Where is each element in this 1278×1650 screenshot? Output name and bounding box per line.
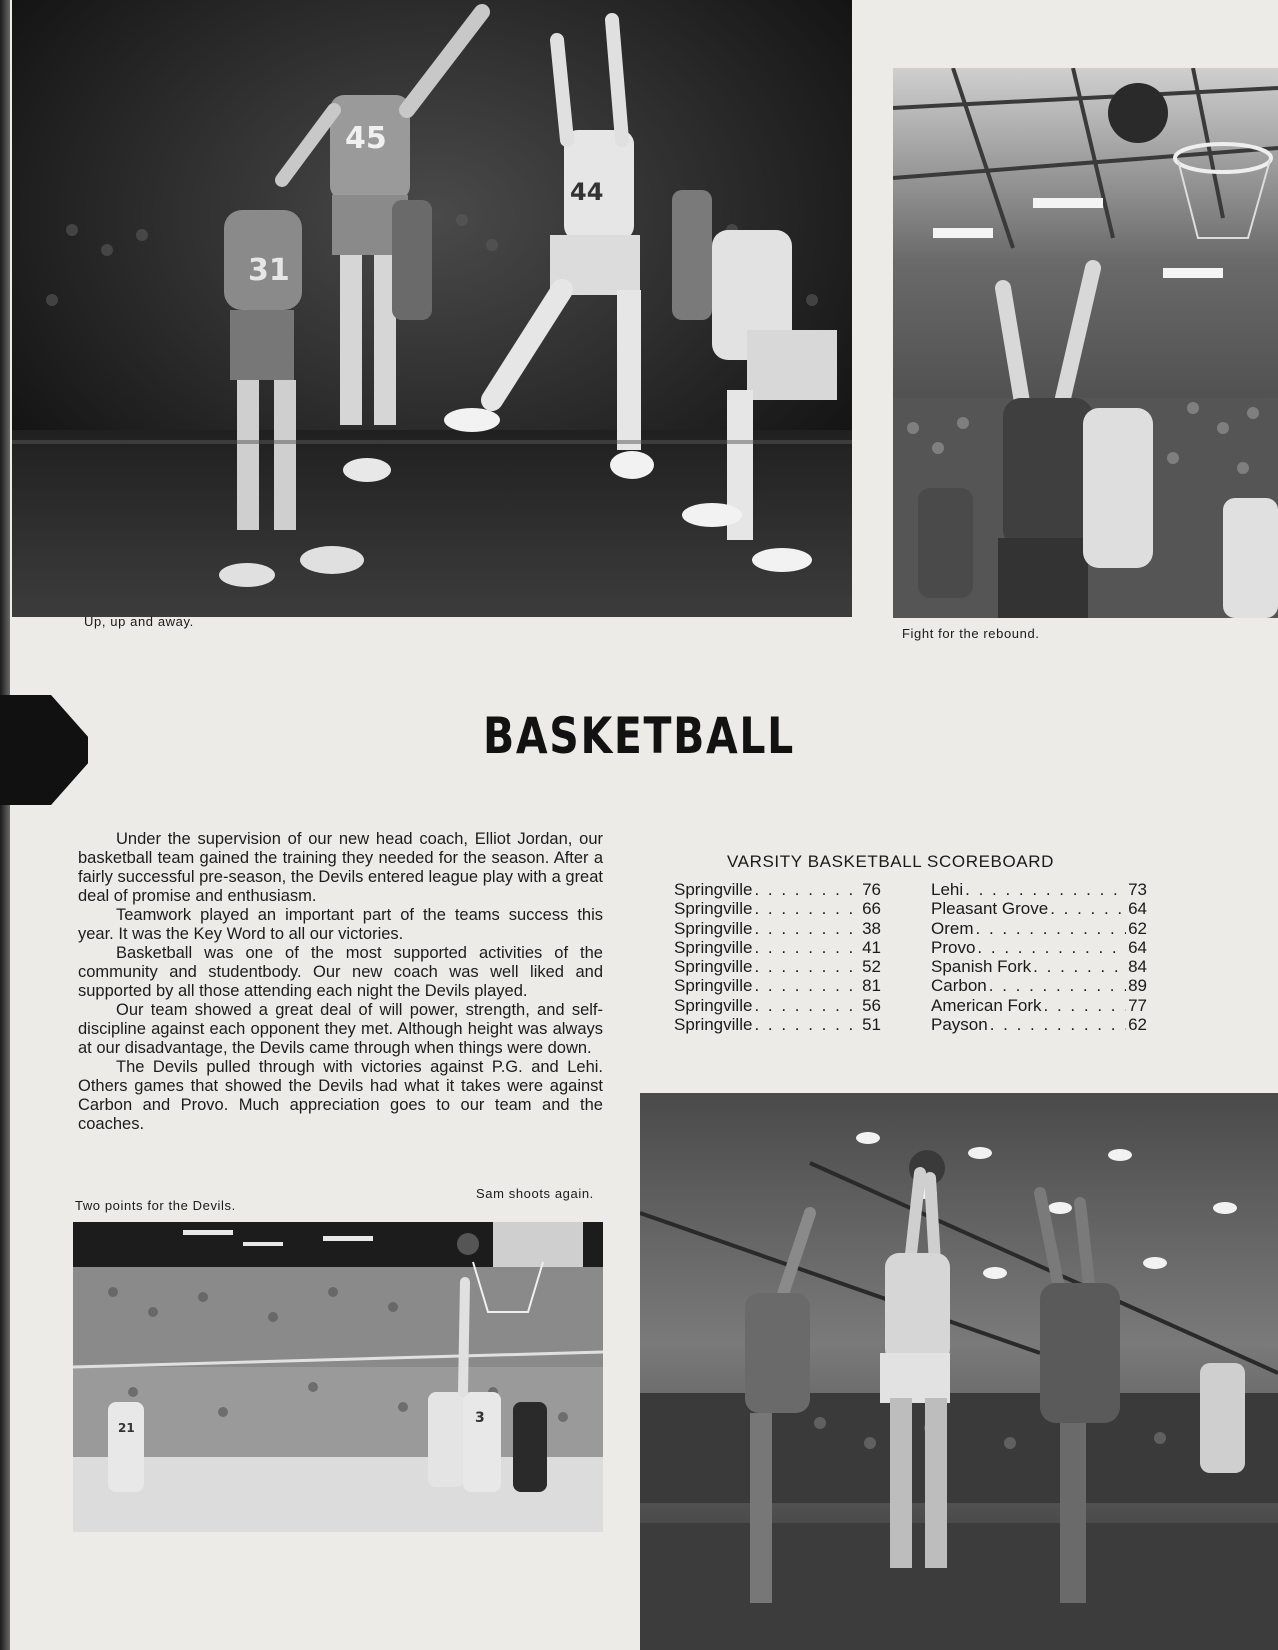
photo-fight-for-the-rebound (893, 68, 1278, 618)
scoreboard-row-opponent (931, 1015, 1147, 1034)
score: 62 (1128, 918, 1147, 938)
team-name: Orem (931, 918, 974, 938)
page-tab-marker (0, 695, 88, 805)
score: 66 (862, 899, 881, 919)
jersey-number: 44 (570, 178, 604, 206)
scoreboard-row-springville (674, 957, 881, 976)
score: 56 (862, 995, 881, 1015)
dot-leader (754, 880, 860, 899)
score: 84 (1128, 957, 1147, 977)
photo-sam-shoots-again (640, 1093, 1278, 1650)
dot-leader (754, 938, 860, 957)
dot-leader (754, 899, 860, 918)
score: 64 (1128, 937, 1147, 957)
team-name: Springville (674, 899, 753, 919)
article-paragraph: Basketball was one of the most supported activities of the community and studentbody. Our new coach was well liked and supported by all those attending each night the Devils played. (78, 944, 603, 1000)
team-name: Springville (674, 1015, 753, 1035)
scoreboard-row-springville (674, 1015, 881, 1034)
dot-leader (754, 996, 860, 1015)
score: 38 (862, 918, 881, 938)
jersey-number: 21 (118, 1421, 135, 1435)
scoreboard-title: VARSITY BASKETBALL SCOREBOARD (727, 852, 1054, 871)
dot-leader (977, 938, 1126, 957)
dot-leader (989, 976, 1126, 995)
article-paragraph: Teamwork played an important part of the teams success this year. It was the Key Word to all our victories. (78, 906, 603, 943)
score: 76 (862, 880, 881, 899)
score: 62 (1128, 1015, 1147, 1035)
photo-sam-shoots-again-image (640, 1093, 1278, 1650)
scoreboard-row-opponent (931, 976, 1147, 995)
team-name: Provo (931, 937, 976, 957)
team-name: Springville (674, 957, 753, 977)
team-name: American Fork (931, 995, 1042, 1015)
team-name: Springville (674, 976, 753, 996)
dot-leader (754, 957, 860, 976)
jersey-number: 3 (475, 1410, 485, 1426)
scoreboard-row-opponent (931, 880, 1147, 899)
caption-up-up-and-away: Up, up and away. (84, 614, 194, 629)
jersey-number: 31 (248, 253, 290, 288)
scoreboard-row-springville (674, 996, 881, 1015)
scoreboard-row-opponent (931, 919, 1147, 938)
dot-leader (754, 1015, 860, 1034)
scoreboard-springville-column (674, 880, 881, 1034)
team-name: Springville (674, 995, 753, 1015)
team-name: Payson (931, 1015, 988, 1035)
caption-two-points-for-the-devils: Two points for the Devils. (75, 1198, 236, 1213)
scoreboard-row-opponent (931, 899, 1147, 918)
scoreboard-row-springville (674, 976, 881, 995)
scoreboard-row-springville (674, 938, 881, 957)
photo-two-points-for-the-devils (73, 1222, 603, 1532)
article-paragraph: Under the supervision of our new head coach, Elliot Jordan, our basketball team gained the training they needed for the season. After a fairly successful pre-season, the Devils entered league play with a great deal of promise and enthusiasm. (78, 830, 603, 905)
photo-up-up-and-away-image (12, 0, 852, 617)
article-body (78, 830, 603, 1134)
page-title: BASKETBALL (483, 707, 795, 765)
team-name: Springville (674, 880, 753, 899)
dot-leader (754, 976, 860, 995)
dot-leader (1044, 996, 1127, 1015)
photo-up-up-and-away (12, 0, 852, 617)
scoreboard-row-springville (674, 919, 881, 938)
score: 89 (1128, 976, 1147, 996)
dot-leader (754, 919, 860, 938)
dot-leader (976, 919, 1127, 938)
score: 51 (862, 1015, 881, 1035)
score: 41 (862, 937, 881, 957)
score: 81 (862, 976, 881, 996)
scoreboard-row-opponent (931, 957, 1147, 976)
team-name: Carbon (931, 976, 987, 996)
dot-leader (1050, 899, 1126, 918)
caption-fight-for-the-rebound: Fight for the rebound. (902, 626, 1040, 641)
photo-two-points-for-the-devils-image (73, 1222, 603, 1532)
dot-leader (965, 880, 1126, 899)
dot-leader (990, 1015, 1126, 1034)
caption-sam-shoots-again: Sam shoots again. (476, 1186, 594, 1201)
scoreboard-row-springville (674, 880, 881, 899)
binding-gutter (0, 0, 10, 1650)
team-name: Lehi (931, 880, 964, 899)
scoreboard-row-opponent (931, 996, 1147, 1015)
score: 52 (862, 957, 881, 977)
score: 77 (1128, 995, 1147, 1015)
photo-fight-for-the-rebound-image (893, 68, 1278, 618)
team-name: Spanish Fork (931, 957, 1032, 977)
scoreboard-row-opponent (931, 938, 1147, 957)
article-paragraph: Our team showed a great deal of will power, strength, and self-discipline against each opponent they met. Although height was always at our disadvantage, the Devils came through when things were down. (78, 1001, 603, 1057)
team-name: Springville (674, 937, 753, 957)
scoreboard-opponent-column (931, 880, 1147, 1034)
score: 73 (1128, 880, 1147, 899)
score: 64 (1128, 899, 1147, 919)
jersey-number: 45 (345, 121, 387, 156)
team-name: Springville (674, 918, 753, 938)
scoreboard-row-springville (674, 899, 881, 918)
team-name: Pleasant Grove (931, 899, 1049, 919)
dot-leader (1033, 957, 1126, 976)
article-paragraph: The Devils pulled through with victories against P.G. and Lehi. Others games that showed the Devils had what it takes were against Carbon and Provo. Much appreciation goes to our team and the coaches. (78, 1058, 603, 1133)
